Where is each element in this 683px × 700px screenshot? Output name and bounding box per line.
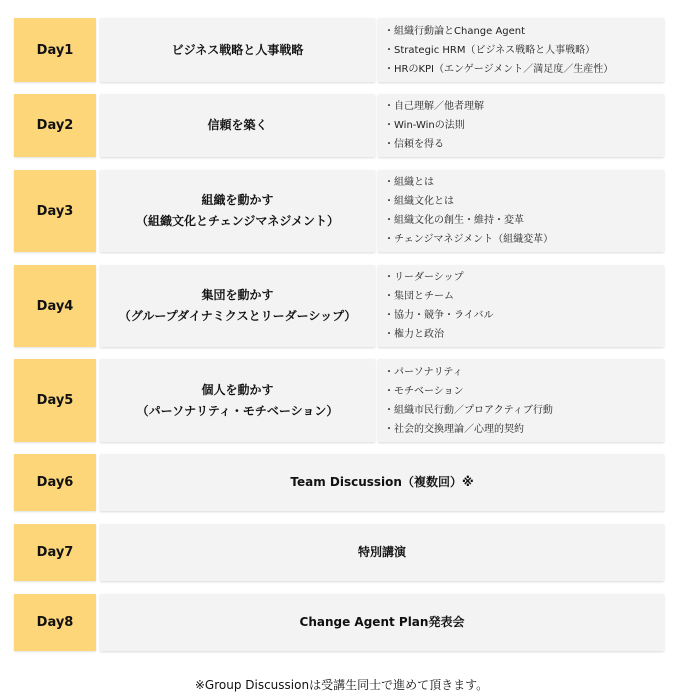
schedule-row-day7 bbox=[14, 524, 664, 581]
topic-item: ・ HRのKPI（エンゲージメント／満足度／生産性） bbox=[384, 60, 664, 79]
session-title-line1: 特別講演 bbox=[357, 545, 406, 559]
schedule-row-day6 bbox=[14, 454, 664, 511]
day-label: Day4 bbox=[14, 265, 96, 347]
session-title bbox=[100, 265, 375, 347]
schedule-row-day2 bbox=[14, 94, 664, 157]
session-title-line1: ビジネス戦略と人事戦略 bbox=[171, 42, 304, 57]
day-label: Day3 bbox=[14, 170, 96, 252]
session-title-line1: 集団を動かす bbox=[201, 288, 274, 302]
session-topics bbox=[378, 18, 664, 82]
topic-item: ・ 社会的交換理論／心理的契約 bbox=[384, 420, 664, 439]
session-title-line1: 信頼を築く bbox=[207, 118, 268, 132]
session-title bbox=[100, 524, 664, 581]
day-label: Day5 bbox=[14, 359, 96, 442]
topic-item: ・ Strategic HRM（ビジネス戦略と人事戦略） bbox=[384, 41, 664, 60]
session-title-line2: （パーソナリティ・モチベーション） bbox=[136, 403, 339, 418]
day-label: Day7 bbox=[14, 524, 96, 581]
session-title-line2: （組織文化とチェンジマネジメント） bbox=[136, 214, 339, 228]
topic-item: ・ Win-Winの法則 bbox=[384, 116, 664, 135]
topic-item: ・ 権力と政治 bbox=[384, 325, 664, 344]
topic-item: ・ チェンジマネジメント（組織変革） bbox=[384, 230, 664, 249]
session-title bbox=[100, 359, 375, 442]
topic-item: ・ 組織とは bbox=[384, 173, 664, 192]
topic-item: ・ 協力・競争・ライバル bbox=[384, 306, 664, 325]
session-topics bbox=[378, 170, 664, 252]
topic-item: ・ 信頼を得る bbox=[384, 135, 664, 154]
session-title bbox=[100, 170, 375, 252]
topic-item: ・ 自己理解／他者理解 bbox=[384, 97, 664, 116]
session-title bbox=[100, 454, 664, 511]
footnote: ※Group Discussionは受講生同士で進めて頂きます。 bbox=[194, 678, 489, 692]
day-label: Day2 bbox=[14, 94, 96, 157]
schedule-row-day5 bbox=[14, 359, 664, 442]
day-label: Day1 bbox=[14, 18, 96, 82]
topic-item: ・ 組織文化の創生・維持・変革 bbox=[384, 211, 664, 230]
topic-item: ・ モチベーション bbox=[384, 382, 664, 401]
topic-item: ・ リーダーシップ bbox=[384, 268, 664, 287]
session-title-line1: Team Discussion（複数回）※ bbox=[290, 475, 474, 489]
schedule-row-day1 bbox=[14, 18, 664, 82]
session-topics bbox=[378, 265, 664, 347]
schedule-row-day4 bbox=[14, 265, 664, 347]
day-label: Day6 bbox=[14, 454, 96, 511]
topic-item: ・ 集団とチーム bbox=[384, 287, 664, 306]
day-label: Day8 bbox=[14, 594, 96, 651]
session-title-line2: （グループダイナミクスとリーダーシップ） bbox=[118, 309, 357, 323]
session-topics bbox=[378, 359, 664, 442]
session-title-line1: 個人を動かす bbox=[201, 382, 274, 397]
schedule-row-day8 bbox=[14, 594, 664, 651]
session-topics bbox=[378, 94, 664, 157]
topic-item: ・ 組織文化とは bbox=[384, 192, 664, 211]
topic-item: ・ 組織行動論とChange Agent bbox=[384, 22, 664, 41]
session-title-line1: Change Agent Plan発表会 bbox=[299, 615, 465, 629]
topic-item: ・ 組織市民行動／プロアクティブ行動 bbox=[384, 401, 664, 420]
topic-item: ・ パーソナリティ bbox=[384, 363, 664, 382]
session-title-line1: 組織を動かす bbox=[201, 193, 274, 207]
schedule-row-day3 bbox=[14, 170, 664, 252]
session-title bbox=[100, 94, 375, 157]
session-title bbox=[100, 594, 664, 651]
session-title bbox=[100, 18, 375, 82]
